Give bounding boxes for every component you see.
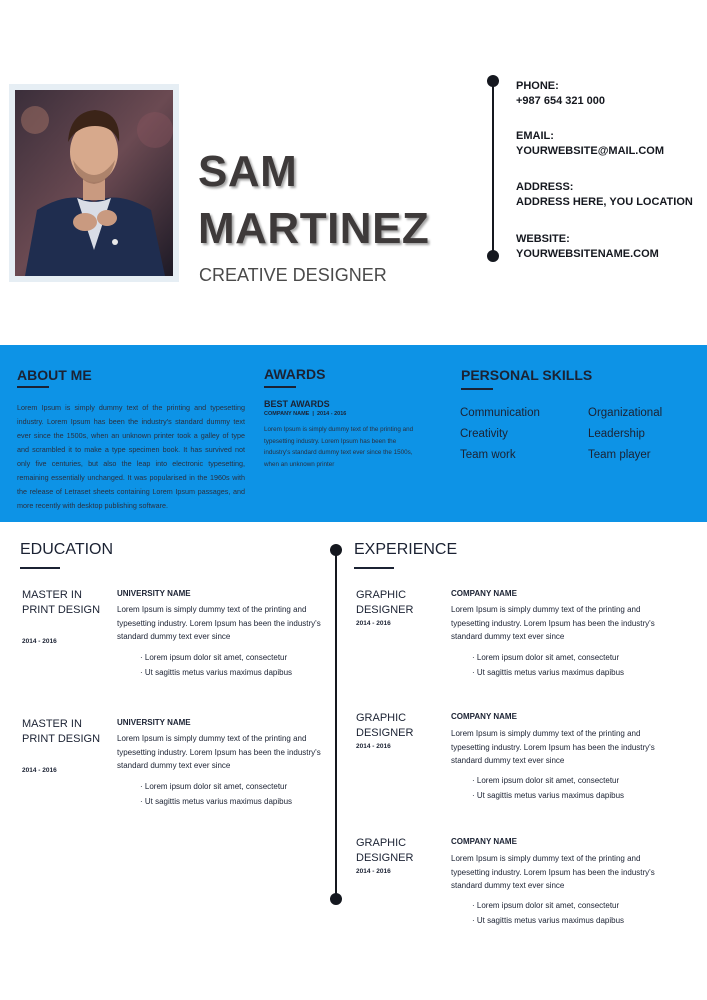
timeline-dot-bottom (330, 893, 342, 905)
award-text: Lorem Ipsum is simply dummy text of the printing and typesetting industry. Lorem Ipsum has been the industry's standard dummy text ever since the 1500s, when an unknown printer (264, 426, 414, 468)
education-title: MASTER IN PRINT DESIGN (22, 718, 101, 745)
phone-value: +987 654 321 000 (516, 95, 606, 107)
contact-address (516, 180, 693, 210)
experience-heading-rule (354, 567, 394, 569)
awards-heading: AWARDS (264, 366, 326, 382)
contact-phone (516, 79, 605, 109)
awards-heading-rule (264, 386, 296, 388)
experience-heading: EXPERIENCE (354, 541, 458, 558)
experience-desc: Lorem Ipsum is simply dummy text of the printing and typesetting industry. Lorem Ipsum has been the industry's standard dummy text ever since (451, 854, 655, 890)
skill-item: Creativity (460, 428, 508, 440)
award-title: BEST AWARDS (264, 399, 330, 409)
experience-bullet: · Ut sagittis metus varius maximus dapibus (472, 791, 625, 800)
award-meta (264, 411, 346, 417)
email-label: EMAIL: (516, 130, 554, 142)
education-desc: Lorem Ipsum is simply dummy text of the printing and typesetting industry. Lorem Ipsum has been the industry's standard dummy text ever since (117, 734, 321, 770)
phone-label: PHONE: (516, 80, 559, 92)
skill-item: Organizational (588, 407, 663, 419)
education-heading-rule (20, 567, 60, 569)
experience-org: COMPANY NAME (451, 712, 517, 721)
education-bullet: · Lorem ipsum dolor sit amet, consectetur (140, 782, 288, 791)
experience-bullet: · Ut sagittis metus varius maximus dapibus (472, 916, 625, 925)
experience-org: COMPANY NAME (451, 837, 517, 846)
award-years: 2014 - 2016 (317, 411, 347, 417)
timeline-line (335, 549, 337, 899)
experience-bullet: · Lorem ipsum dolor sit amet, consectetur (472, 776, 620, 785)
education-org: UNIVERSITY NAME (117, 589, 191, 598)
experience-bullet: · Lorem ipsum dolor sit amet, consectetur (472, 901, 620, 910)
education-title: MASTER IN PRINT DESIGN (22, 589, 101, 616)
experience-org: COMPANY NAME (451, 589, 517, 598)
profile-photo (15, 90, 173, 276)
experience-desc: Lorem Ipsum is simply dummy text of the printing and typesetting industry. Lorem Ipsum has been the industry's standard dummy text ever since (451, 729, 655, 765)
experience-years: 2014 - 2016 (356, 868, 391, 875)
timeline-dot-top (330, 544, 342, 556)
contact-website (516, 232, 659, 262)
education-bullet: · Ut sagittis metus varius maximus dapibus (140, 668, 293, 677)
award-company: COMPANY NAME (264, 411, 310, 417)
first-name: SAM (198, 147, 298, 196)
contact-divider-dot-top (487, 75, 499, 87)
education-years: 2014 - 2016 (22, 638, 57, 645)
experience-title: GRAPHIC DESIGNER (356, 837, 414, 864)
address-value: ADDRESS HERE, YOU LOCATION (516, 196, 693, 208)
contact-email (516, 129, 664, 159)
last-name: MARTINEZ (198, 204, 430, 253)
website-label: WEBSITE: (516, 233, 570, 245)
experience-bullet: · Lorem ipsum dolor sit amet, consectetur (472, 653, 620, 662)
about-text: Lorem Ipsum is simply dummy text of the printing and typesetting industry. Lorem Ipsum has been the industry's standard dummy text ever since the 1500s, when an unknown printer took a galley of type and scrambled it to make a type specimen book. It has survived not only five centuries, but also the leap into electronic typesetting, remaining essentially unchanged. It was popularised in the 1960s with the release of Letraset sheets containing Lorem Ipsum passages, and more recently with desktop publishing software. (17, 403, 245, 510)
contact-divider-dot-bottom (487, 250, 499, 262)
experience-years: 2014 - 2016 (356, 743, 391, 750)
about-heading: ABOUT ME (17, 367, 92, 383)
education-years: 2014 - 2016 (22, 767, 57, 774)
skill-item: Team player (588, 449, 651, 461)
education-desc: Lorem Ipsum is simply dummy text of the printing and typesetting industry. Lorem Ipsum has been the industry's standard dummy text ever since (117, 605, 321, 641)
email-value: YOURWEBSITE@MAIL.COM (516, 145, 665, 157)
experience-desc: Lorem Ipsum is simply dummy text of the printing and typesetting industry. Lorem Ipsum has been the industry's standard dummy text ever since (451, 605, 655, 641)
contact-divider-line (492, 80, 494, 256)
experience-title: GRAPHIC DESIGNER (356, 589, 414, 616)
education-bullet: · Lorem ipsum dolor sit amet, consectetur (140, 653, 288, 662)
website-value: YOURWEBSITENAME.COM (516, 248, 659, 260)
experience-bullet: · Ut sagittis metus varius maximus dapibus (472, 668, 625, 677)
skill-item: Communication (460, 407, 540, 419)
skill-item: Team work (460, 449, 516, 461)
experience-years: 2014 - 2016 (356, 620, 391, 627)
education-heading: EDUCATION (20, 541, 114, 558)
address-label: ADDRESS: (516, 181, 574, 193)
about-heading-rule (17, 386, 49, 388)
skills-heading-rule (461, 388, 493, 390)
skills-heading: PERSONAL SKILLS (461, 367, 593, 383)
job-title: CREATIVE DESIGNER (199, 265, 387, 285)
skill-item: Leadership (588, 428, 645, 440)
award-separator: | (312, 411, 314, 417)
experience-title: GRAPHIC DESIGNER (356, 712, 414, 739)
education-org: UNIVERSITY NAME (117, 718, 191, 727)
education-bullet: · Ut sagittis metus varius maximus dapibus (140, 797, 293, 806)
profile-photo-frame (9, 84, 179, 282)
